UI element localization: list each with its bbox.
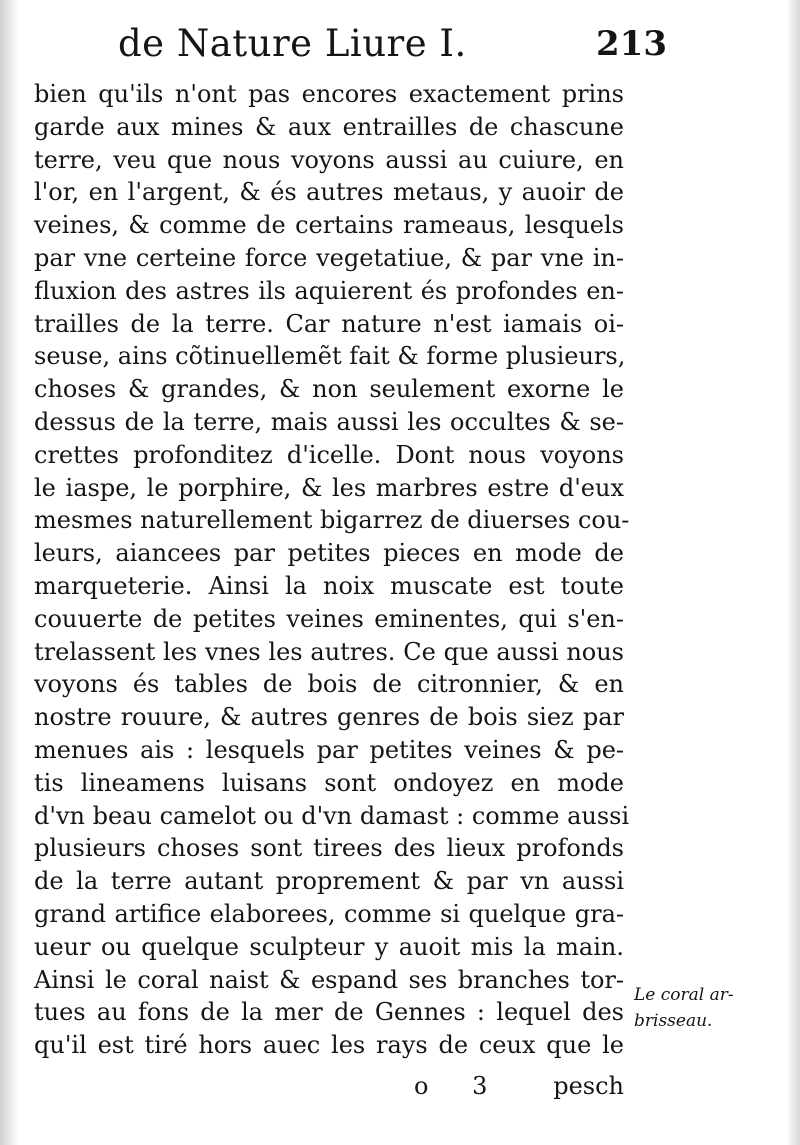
page-footer: [34, 1068, 624, 1108]
text-line: choses & grandes, & non seulement exorne le: [34, 375, 624, 404]
page-number: 213: [596, 24, 667, 64]
text-line: d'vn beau camelot ou d'vn damast : comme aussi: [34, 801, 630, 830]
page-edge-shadow-left: [0, 0, 18, 1145]
text-line: fluxion des astres ils aquierent és profondes en-: [34, 276, 624, 305]
text-line: tues au fons de la mer de Gennes : lequel des: [34, 998, 624, 1027]
catchword: pesch: [553, 1072, 624, 1100]
text-line: menues ais : lesquels par petites veines & pe-: [34, 735, 624, 764]
text-line: veines, & comme de certains rameaus, lesquels: [34, 211, 624, 240]
text-line: marqueterie. Ainsi la noix muscate est toute: [34, 571, 624, 600]
text-line: nostre rouure, & autres genres de bois siez par: [34, 703, 624, 732]
text-line: qu'il est tiré hors auec les rays de ceux que le: [34, 1031, 624, 1060]
text-line: grand artifice elaborees, comme si quelque gra-: [34, 899, 624, 928]
text-line: bien qu'ils n'ont pas encores exactement prins: [34, 80, 624, 108]
text-line: trelassent les vnes les autres. Ce que aussi nous: [34, 637, 624, 666]
text-line: terre, veu que nous voyons aussi au cuiure, en: [34, 145, 624, 174]
text-line: crettes profonditez d'icelle. Dont nous voyons: [34, 440, 624, 469]
text-line: mesmes naturellement bigarrez de diuerses cou-: [34, 506, 630, 535]
text-line: seuse, ains cõtinuellemẽt fait & forme plusieurs,: [34, 342, 626, 371]
margin-note: [634, 982, 784, 1034]
signature-mark: o 3: [414, 1072, 506, 1100]
text-line: par vne certeine force vegetatiue, & par vne in-: [34, 243, 624, 272]
text-line: garde aux mines & aux entrailles de chascune: [34, 112, 624, 141]
text-line: l'or, en l'argent, & és autres metaus, y auoir de: [34, 178, 624, 207]
text-line: couuerte de petites veines eminentes, qui s'en-: [34, 604, 624, 633]
text-line: plusieurs choses sont tirees des lieux profonds: [34, 834, 624, 863]
text-line: ueur ou quelque sculpteur y auoit mis la main.: [34, 932, 624, 961]
running-title: de Nature Liure I.: [118, 22, 467, 65]
text-line: le iaspe, le porphire, & les marbres estre d'eux: [34, 473, 624, 502]
text-line: leurs, aiancees par petites pieces en mode de: [34, 539, 624, 568]
text-line: dessus de la terre, mais aussi les occultes & se-: [34, 407, 624, 436]
page-header: [0, 14, 800, 74]
margin-note-line: brisseau.: [634, 1011, 713, 1031]
text-line: tis lineamens luisans sont ondoyez en mode: [34, 768, 624, 797]
body-text: [34, 78, 630, 1062]
text-line: de la terre autant proprement & par vn aussi: [34, 867, 624, 896]
margin-note-line: Le coral ar-: [634, 985, 734, 1005]
text-line: Ainsi le coral naist & espand ses branches tor-: [34, 965, 624, 994]
page-edge-shadow-right: [786, 0, 800, 1145]
text-line: voyons és tables de bois de citronnier, & en: [34, 670, 624, 699]
text-line: trailles de la terre. Car nature n'est iamais oi-: [34, 309, 624, 338]
